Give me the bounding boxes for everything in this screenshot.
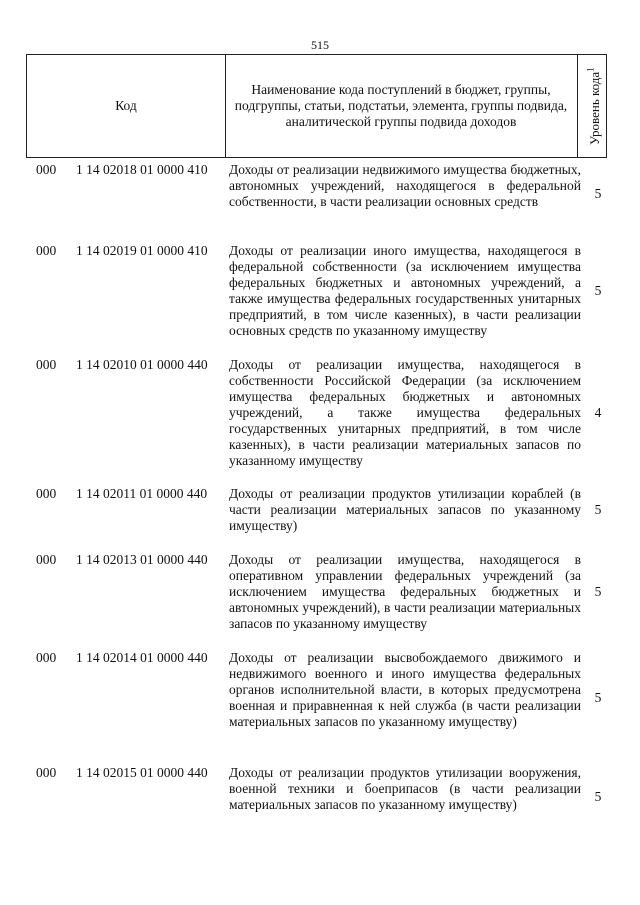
row-name: Доходы от реализации иного имущества, находящегося в федеральной собственности (за исключением имущества федеральных бюджетных и автономных учреждений, а также имущества федеральных государственных унитарных предприятий, в том числе казенных), в части реализации основных средств по указанному имуществу <box>229 243 581 338</box>
page-number: 515 <box>311 38 329 52</box>
header-name-label: Наименование кода поступлений в бюджет, группы, подгруппы, статьи, подстатьи, элемента, группы подвида, аналитической группы подвида доходов <box>234 82 568 129</box>
row-revenue-code: 1 14 02010 01 0000 440 <box>76 357 208 372</box>
row-level: 5 <box>594 283 602 298</box>
row-admin-code: 000 <box>36 486 57 501</box>
header-code-label: Код <box>115 98 137 113</box>
header-level-label <box>582 67 602 145</box>
row-level: 5 <box>594 584 602 599</box>
row-admin-code: 000 <box>36 162 57 177</box>
row-revenue-code: 1 14 02019 01 0000 410 <box>76 243 208 258</box>
row-level: 4 <box>594 405 602 420</box>
row-name: Доходы от реализации имущества, находящегося в собственности Российской Федерации (за исключением имущества федеральных бюджетных и автономных учреждений, а также имущества федеральных государственных унитарных предприятий, в том числе казенных), в части реализации материальных запасов по указанному имуществу <box>229 357 581 468</box>
row-admin-code: 000 <box>36 650 57 665</box>
header-name-cell <box>225 55 578 157</box>
header-code-cell <box>27 55 226 157</box>
row-revenue-code: 1 14 02014 01 0000 440 <box>76 650 208 665</box>
row-level: 5 <box>594 690 602 705</box>
row-name: Доходы от реализации имущества, находящегося в оперативном управлении федеральных учреждений (за исключением имущества федеральных бюджетных и автономных учреждений), в части реализации материальных запасов по указанному имуществу <box>229 552 581 631</box>
row-level: 5 <box>594 789 602 804</box>
table-header <box>26 54 607 158</box>
row-level: 5 <box>594 186 602 201</box>
row-name: Доходы от реализации высвобождаемого движимого и недвижимого военного и иного имущества федеральных органов исполнительной власти, в которых предусмотрена военная и приравненная к ней служба (в части реализации материальных запасов по указанному имуществу) <box>229 650 581 729</box>
header-level-footnote: 1 <box>585 67 596 72</box>
row-name: Доходы от реализации продуктов утилизации вооружения, военной техники и боеприпасов (в части реализации материальных запасов по указанному имуществу) <box>229 765 581 812</box>
row-admin-code: 000 <box>36 243 57 258</box>
row-revenue-code: 1 14 02011 01 0000 440 <box>76 486 208 501</box>
row-revenue-code: 1 14 02015 01 0000 440 <box>76 765 208 780</box>
row-revenue-code: 1 14 02013 01 0000 440 <box>76 552 208 567</box>
row-admin-code: 000 <box>36 765 57 780</box>
row-name: Доходы от реализации недвижимого имущества бюджетных, автономных учреждений, находящегося в федеральной собственности, в части реализации основных средств <box>229 162 581 209</box>
row-admin-code: 000 <box>36 552 57 567</box>
header-level-text: Уровень кода <box>586 71 602 145</box>
row-revenue-code: 1 14 02018 01 0000 410 <box>76 162 208 177</box>
row-name: Доходы от реализации продуктов утилизации кораблей (в части реализации материальных запасов по указанному имуществу) <box>229 486 581 533</box>
row-level: 5 <box>594 502 602 517</box>
row-admin-code: 000 <box>36 357 57 372</box>
header-level-cell <box>578 55 607 157</box>
